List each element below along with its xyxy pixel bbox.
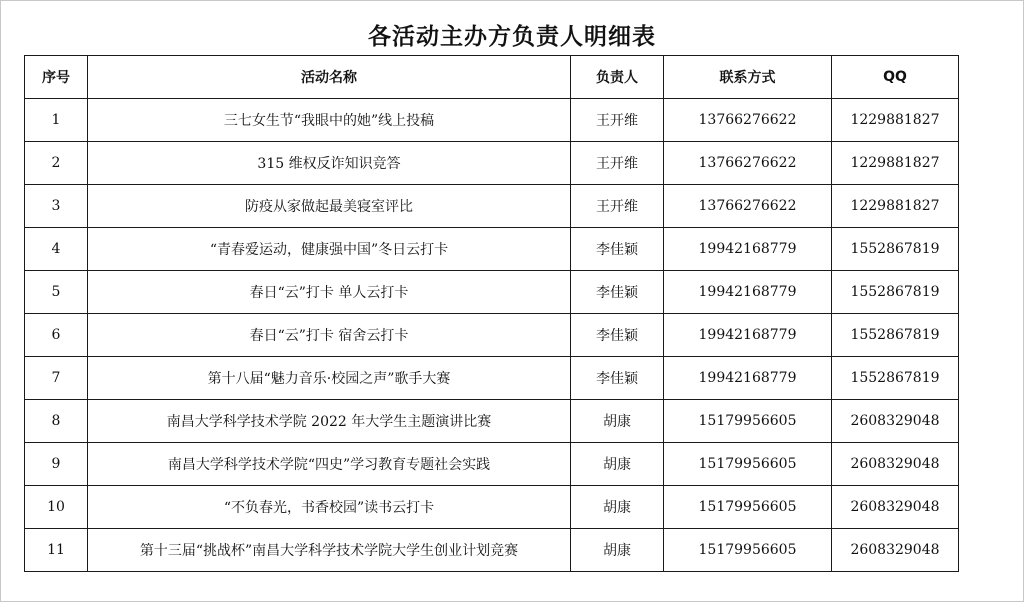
row-qq-cell: 1552867819: [832, 314, 959, 357]
table-row: [25, 443, 959, 486]
row-index-cell: 9: [25, 443, 88, 486]
row-owner-cell: 李佳颖: [571, 228, 664, 271]
row-activity-name-cell: 第十三届“挑战杯”南昌大学科学技术学院大学生创业计划竞赛: [88, 529, 571, 572]
table-row: [25, 142, 959, 185]
table-row: [25, 99, 959, 142]
row-activity-name-cell: 南昌大学科学技术学院 2022 年大学生主题演讲比赛: [88, 400, 571, 443]
row-qq-cell: 2608329048: [832, 529, 959, 572]
row-owner-cell: 王开维: [571, 142, 664, 185]
row-qq-cell: 1229881827: [832, 142, 959, 185]
row-contact-cell: 19942168779: [664, 228, 832, 271]
row-activity-name-cell: 春日“云”打卡 单人云打卡: [88, 271, 571, 314]
row-activity-name-cell: 第十八届“魅力音乐·校园之声”歌手大赛: [88, 357, 571, 400]
row-owner-cell: 胡康: [571, 486, 664, 529]
row-index-cell: 2: [25, 142, 88, 185]
row-owner-cell: 李佳颖: [571, 357, 664, 400]
row-activity-name-cell: “不负春光，书香校园”读书云打卡: [88, 486, 571, 529]
row-qq-cell: 1552867819: [832, 271, 959, 314]
row-activity-name-cell: 315 维权反诈知识竞答: [88, 142, 571, 185]
row-index-cell: 6: [25, 314, 88, 357]
table-body: [25, 99, 959, 572]
header-activity-name: 活动名称: [88, 56, 571, 99]
row-contact-cell: 13766276622: [664, 185, 832, 228]
row-contact-cell: 15179956605: [664, 486, 832, 529]
header-qq: QQ: [832, 56, 959, 99]
row-index-cell: 5: [25, 271, 88, 314]
table-row: [25, 486, 959, 529]
row-qq-cell: 1552867819: [832, 228, 959, 271]
row-index-cell: 8: [25, 400, 88, 443]
row-index-cell: 10: [25, 486, 88, 529]
row-contact-cell: 13766276622: [664, 142, 832, 185]
row-contact-cell: 15179956605: [664, 529, 832, 572]
header-index: 序号: [25, 56, 88, 99]
page-title: 各活动主办方负责人明细表: [368, 24, 656, 50]
row-owner-cell: 王开维: [571, 185, 664, 228]
header-contact: 联系方式: [664, 56, 832, 99]
table-row: [25, 529, 959, 572]
row-activity-name-cell: “青春爱运动，健康强中国”冬日云打卡: [88, 228, 571, 271]
row-owner-cell: 胡康: [571, 400, 664, 443]
row-contact-cell: 15179956605: [664, 443, 832, 486]
table-header-row: [25, 56, 959, 99]
row-index-cell: 1: [25, 99, 88, 142]
row-owner-cell: 胡康: [571, 529, 664, 572]
row-contact-cell: 13766276622: [664, 99, 832, 142]
row-activity-name-cell: 南昌大学科学技术学院“四史”学习教育专题社会实践: [88, 443, 571, 486]
row-activity-name-cell: 春日“云”打卡 宿舍云打卡: [88, 314, 571, 357]
row-owner-cell: 王开维: [571, 99, 664, 142]
row-contact-cell: 19942168779: [664, 271, 832, 314]
row-index-cell: 11: [25, 529, 88, 572]
row-activity-name-cell: 防疫从家做起最美寝室评比: [88, 185, 571, 228]
row-owner-cell: 胡康: [571, 443, 664, 486]
row-activity-name-cell: 三七女生节“我眼中的她”线上投稿: [88, 99, 571, 142]
table-row: [25, 228, 959, 271]
row-index-cell: 4: [25, 228, 88, 271]
table-row: [25, 400, 959, 443]
row-qq-cell: 1229881827: [832, 185, 959, 228]
row-owner-cell: 李佳颖: [571, 271, 664, 314]
row-contact-cell: 19942168779: [664, 314, 832, 357]
row-contact-cell: 19942168779: [664, 357, 832, 400]
row-contact-cell: 15179956605: [664, 400, 832, 443]
row-qq-cell: 2608329048: [832, 400, 959, 443]
header-owner: 负责人: [571, 56, 664, 99]
row-qq-cell: 1552867819: [832, 357, 959, 400]
table-row: [25, 314, 959, 357]
table-row: [25, 185, 959, 228]
row-qq-cell: 2608329048: [832, 443, 959, 486]
row-qq-cell: 1229881827: [832, 99, 959, 142]
table-row: [25, 357, 959, 400]
activity-organizer-table: [24, 55, 959, 572]
row-owner-cell: 李佳颖: [571, 314, 664, 357]
table-row: [25, 271, 959, 314]
row-qq-cell: 2608329048: [832, 486, 959, 529]
row-index-cell: 7: [25, 357, 88, 400]
row-index-cell: 3: [25, 185, 88, 228]
